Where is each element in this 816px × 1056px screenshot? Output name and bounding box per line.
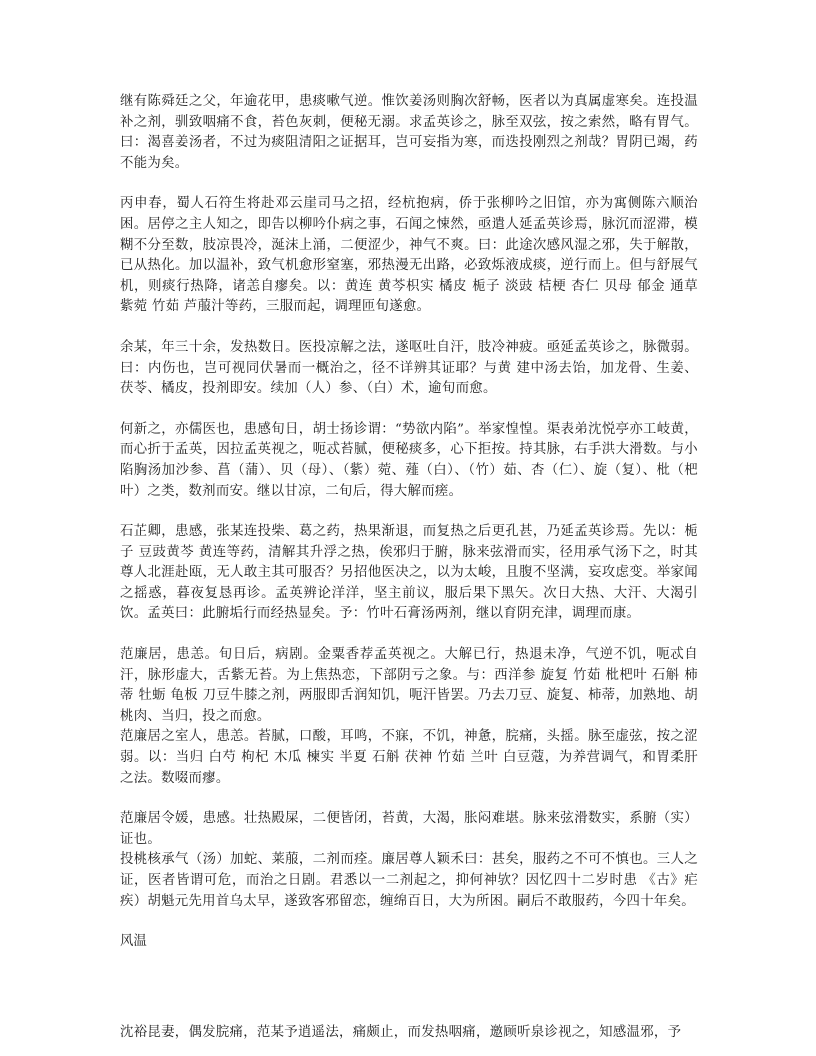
paragraph-he-xinzhi: 何新之，亦儒医也，患感旬日，胡士扬诊谓：“势欲内陷”。举家惶惶。渠表弟沈悦亭亦工岐黄，而心折于孟英，因拉孟英视之，呃忒苔腻，便秘痰多，心下拒按。持其脉，右手洪大滑数。与小陷胸汤加沙参、菖（蒲）、贝（母）、（紫）菀、薤（白）、（竹）茹、杏（仁）、旋（复）、枇（杷叶）之类，数剂而安。继以甘凉，二旬后，得大解而瘥。 [120, 421, 698, 499]
paragraph-gap [120, 502, 698, 522]
paragraph-shen-yukun: 沈裕昆妻，偶发脘痛，范某予逍遥法，痛颇止，而发热咽痛，邀顾听泉诊视之，知感温邪，予 [120, 1024, 682, 1040]
paragraph-gap [120, 318, 698, 338]
paragraph-fan-lianju-wife: 范廉居之室人，患恙。苔腻，口酸，耳鸣，不寐，不饥，神惫，脘痛，头摇。脉至虚弦，按之涩弱。以：当归 白芍 枸杞 木瓜 楝实 半夏 石斛 茯神 竹茹 兰叶 白豆蔻，为养营调气，和胃柔肝之法。数啜而瘳。 [120, 729, 698, 786]
paragraph-yu-mou: 余某，年三十余，发热数日。医投凉解之法，遂呕吐自汗，肢冷神疲。亟延孟英诊之，脉微弱。曰：内伤也，岂可视同伏暑而一概治之，径不详辨其证耶？与黄 建中汤去饴，加龙骨、生姜、茯苓、橘皮，投剂即安。续加（人）参、（白）术，逾旬而愈。 [120, 339, 698, 397]
paragraph-shi-zhiqing: 石芷卿，患感，张某连投柴、葛之药，热果渐退，而复热之后更孔甚，乃延孟英诊焉。先以：栀子 豆豉黄芩 黄连等药，清解其升浮之热，俟邪归于腑，脉来弦滑而实，径用承气汤下之，时其尊人北涯赴瓯，无人敢主其可服否？另招他医决之，以为太峻，且腹不坚满，妄攻虑变。举家闻之摇惑，暮夜复恳再诊。孟英辨论洋洋，坚主前议，服后果下黑矢。次日大热、大汗、大渴引饮。孟英曰：此腑垢行而经热显矣。予：竹叶石膏汤两剂，继以育阴充津，调理而康。 [120, 524, 698, 622]
section-gap [120, 953, 698, 1023]
paragraph-fan-lianju: 范廉居，患恙。旬日后，病剧。金粟香荐孟英视之。大解已行，热退未净，气逆不饥，呃忒自汗，脉形虚大，舌紫无苔。为上焦热恋，下部阴亏之象。与：西洋参 旋复 竹茹 枇杷叶 石斛 柿蒂 牡蛎 龟板 刀豆牛膝之剂，两服即舌润知饥，呃汗皆罢。乃去刀豆、旋复、柿蒂，加熟地、胡桃肉、当归，投之而愈。 [120, 647, 698, 724]
paragraph-gap [120, 625, 698, 645]
paragraph-gap [120, 912, 698, 932]
section-title-fengwen: 风温 [120, 934, 147, 950]
paragraph-gap [120, 174, 698, 194]
document-page [120, 92, 698, 1043]
paragraph-taohe-chengqi: 投桃核承气（汤）加蛇、莱菔，二剂而痊。廉居尊人颖禾曰：甚矣，服药之不可不慎也。三人之证，医者皆谓可危，而治之日剧。君悉以一二剂起之，抑何神欤？因忆四十二岁时患 《古》疟疾）胡魁元先用首乌太早，遂致客邪留恋，缠绵百日，大为所困。嗣后不敢服药，今四十年矣。 [120, 852, 698, 909]
paragraph-chen-shunting: 继有陈舜廷之父，年逾花甲，患痰嗽气逆。惟饮姜汤则胸次舒畅，医者以为真属虚寒矣。连投温补之剂，驯致咽痛不食，苔色灰刺，便秘无溺。求孟英诊之，脉至双弦，按之索然，略有胃气。曰：渴喜姜汤者，不过为痰阻清阳之证据耳，岂可妄指为寒，而迭投刚烈之剂哉？胃阴已竭，药不能为矣。 [120, 94, 698, 171]
paragraph-shi-fusheng: 丙申春，蜀人石符生将赴邓云崖司马之招，经杭抱病，侨于张柳吟之旧馆，亦为寓侧陈六顺治困。居停之主人知之，即告以柳吟仆病之事，石闻之悚然，亟遣人延孟英诊焉，脉沉而涩滞，模糊不分至数，肢凉畏冷，涎沫上涌，二便涩少，神气不爽。曰：此途次感风湿之邪，失于解散，已从热化。加以温补，致气机愈形窒塞，邪热漫无出路，必致烁液成痰，逆行而上。但与舒展气机，则痰行热降，诸恙自瘳矣。以：黄连 黄芩枳实 橘皮 栀子 淡豉 桔梗 杏仁 贝母 郁金 通草 紫菀 竹茹 芦菔汁等药，三服而起，调理匝旬遂愈。 [120, 196, 698, 315]
paragraph-gap [120, 789, 698, 809]
paragraph-gap [120, 400, 698, 420]
paragraph-fan-lianju-daughter: 范廉居令媛，患感。壮热殿屎，二便皆闭，苔黄，大渴，胀闷难堪。脉来弦滑数实，系腑（实）证也。 [120, 811, 698, 847]
